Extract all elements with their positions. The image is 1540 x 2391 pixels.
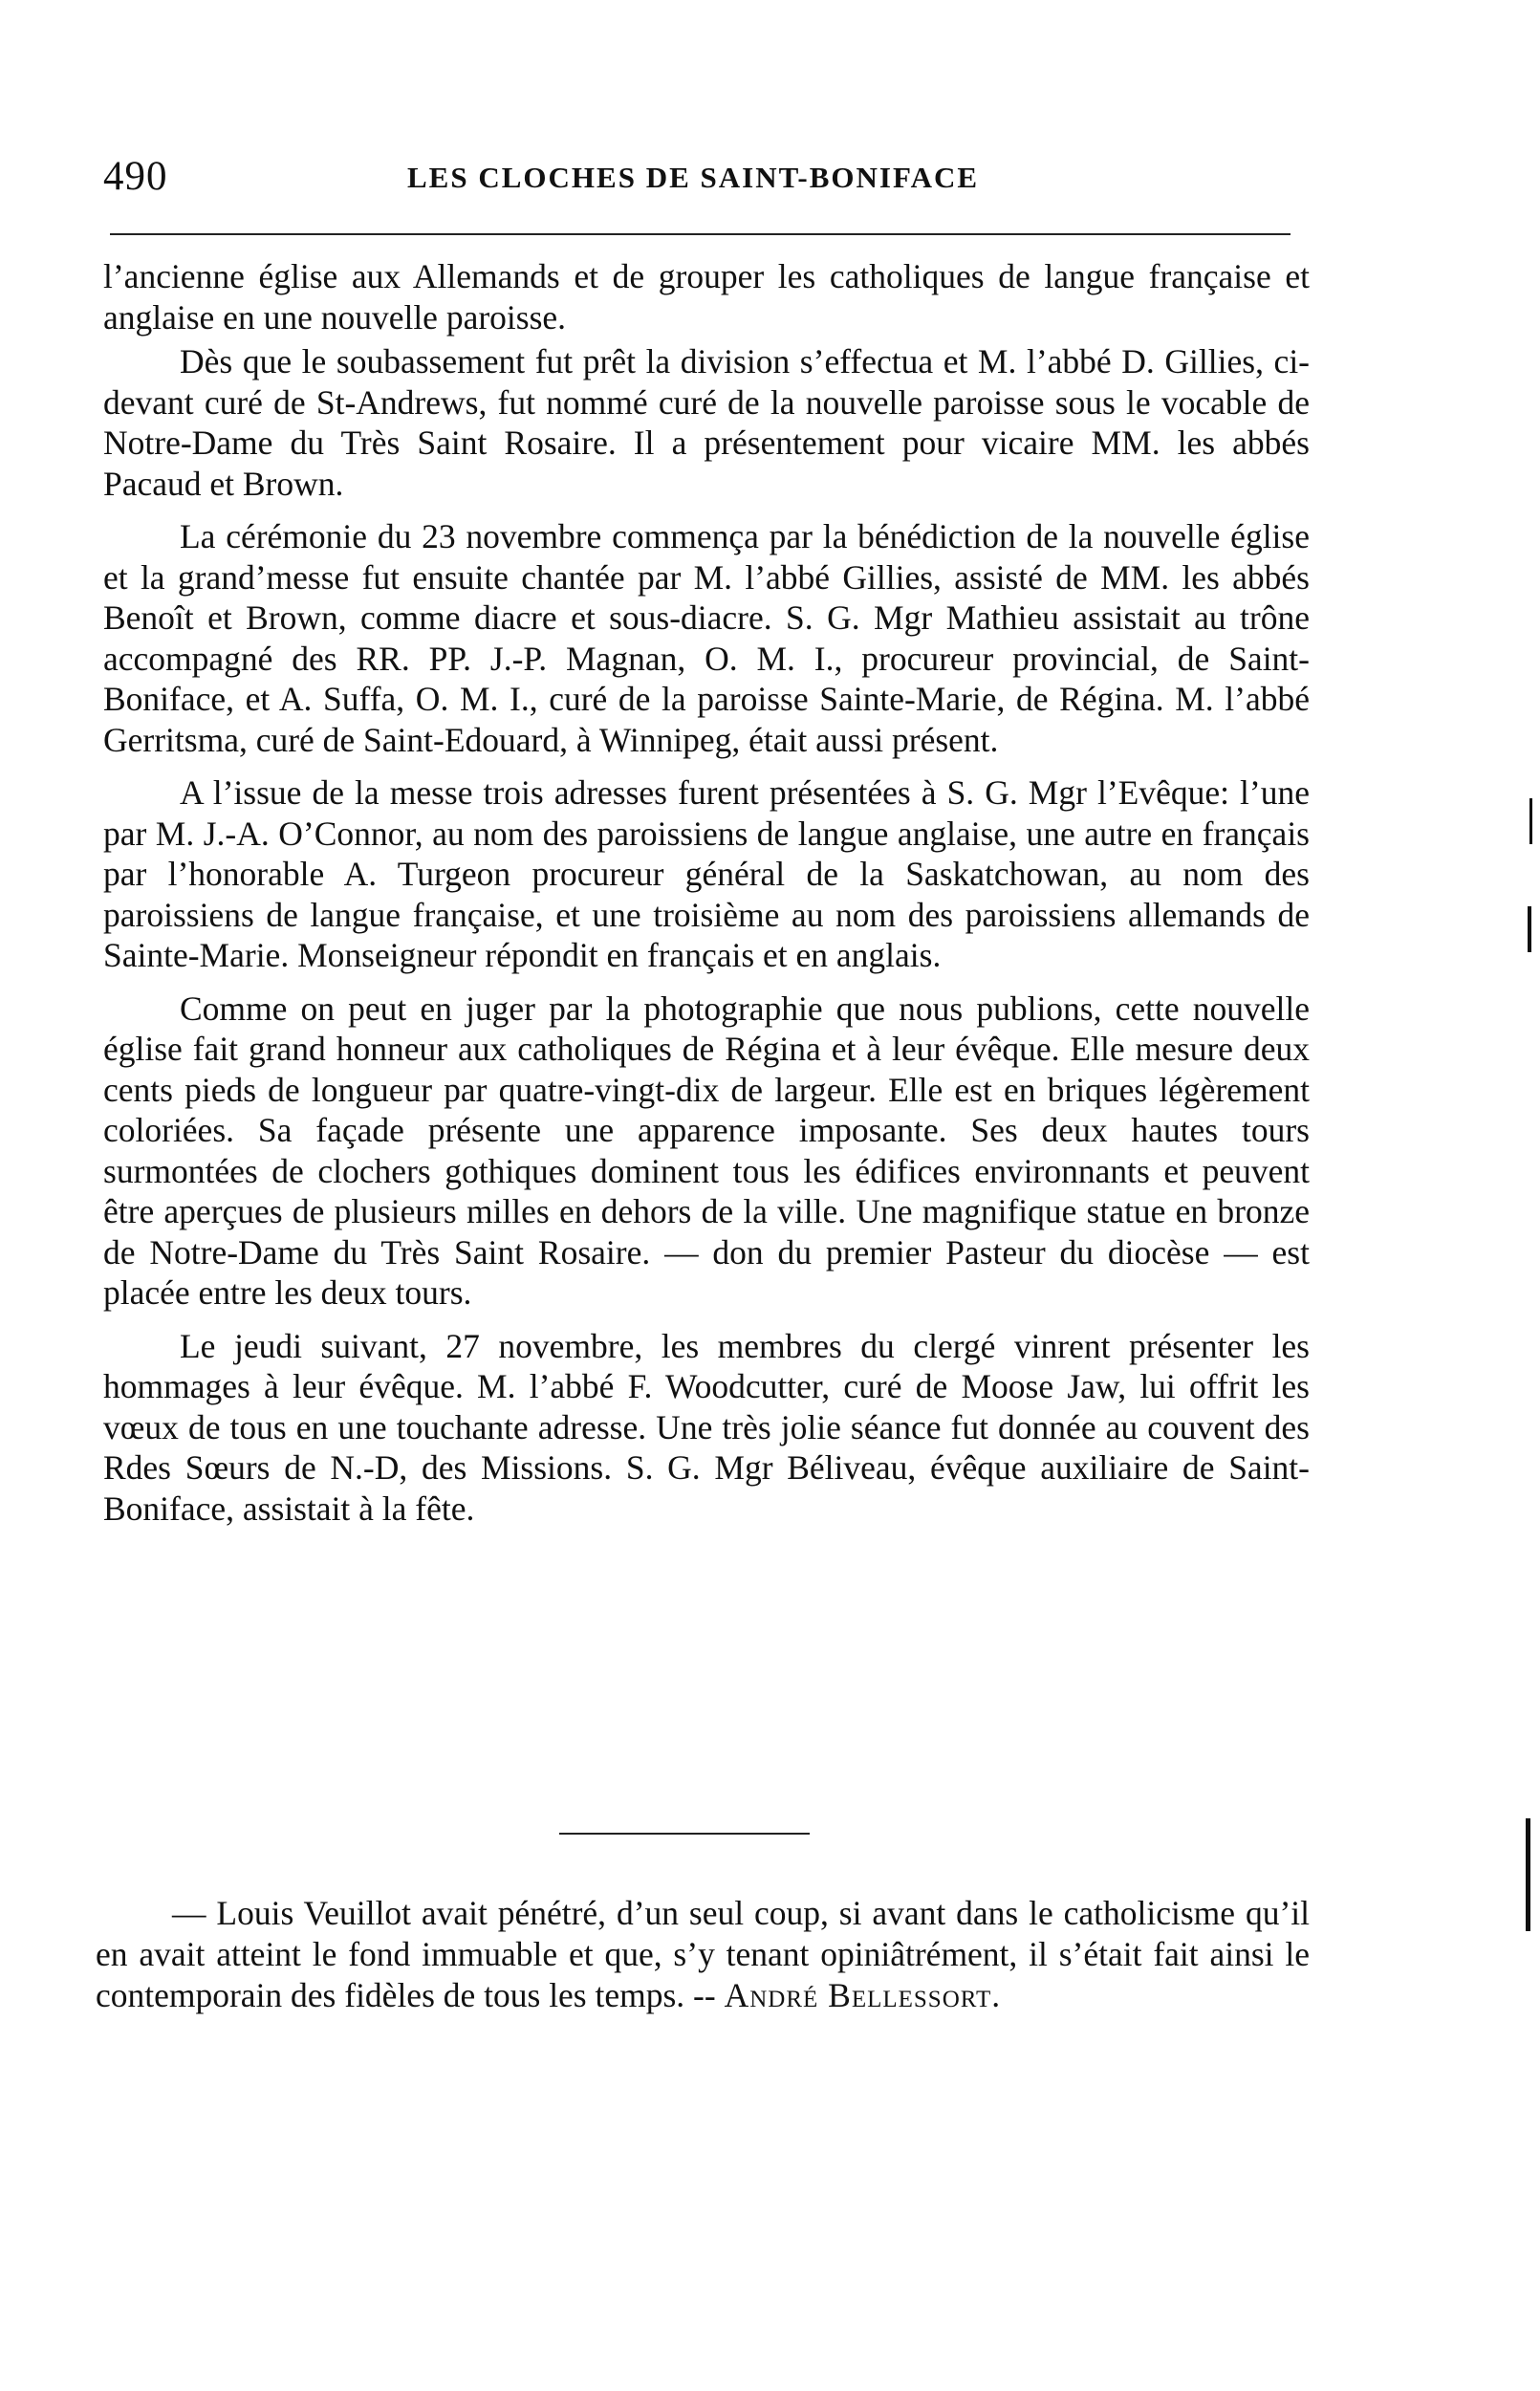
margin-scan-mark-bottom — [1526, 1818, 1530, 1931]
page-number: 490 — [103, 154, 168, 199]
page-header — [103, 153, 1308, 220]
paragraph-church-description: Comme on peut en juger par la photographie que nous publions, cette nouvelle église fait grand honneur aux catholiques de Régina et à leur évêque. Elle mesure deux cents pieds de longueur par quatre-vingt-dix de largeur. Elle est en briques légèrement coloriées. Sa façade présente une apparence imposante. Ses deux hautes tours surmontées de clochers gothiques dominent tous les édifices environnants et peuvent être aperçues de plusieurs milles en dehors de la ville. Une magnifique statue en bronze de Notre-Dame du Très Saint Rosaire. — don du premier Pasteur du diocèse — est placée entre les deux tours. — [103, 989, 1310, 1312]
section-divider — [559, 1833, 810, 1835]
quotation-paragraph — [96, 1893, 1310, 2016]
margin-scan-mark-top — [1529, 798, 1532, 844]
article-body — [103, 256, 1310, 1529]
paragraph-ceremony: La cérémonie du 23 novembre commença par la bénédiction de la nouvelle église et la grand’messe fut ensuite chantée par M. l’abbé Gillies, assisté de MM. les abbés Benoît et Brown, comme diacre et sous-diacre. S. G. Mgr Mathieu assistait au trône accompagné des RR. PP. J.-P. Magnan, O. M. I., procureur provincial, de Saint-Boniface, et A. Suffa, O. M. I., curé de la paroisse Sainte-Marie, de Régina. M. l’abbé Gerritsma, curé de Saint-Edouard, à Winnipeg, était aussi présent. — [103, 517, 1310, 759]
running-title: LES CLOCHES DE SAINT-BONIFACE — [407, 161, 980, 194]
quotation-author: André Bellessort. — [724, 1976, 1002, 2014]
margin-scan-mark-middle — [1528, 906, 1531, 952]
quotation-block — [96, 1893, 1310, 2016]
paragraph-continuation: l’ancienne église aux Allemands et de grouper les catholiques de langue française et anglaise en une nouvelle paroisse. — [103, 257, 1310, 337]
paragraph-subdivision: Dès que le soubassement fut prêt la division s’effectua et M. l’abbé D. Gillies, ci-devant curé de St-Andrews, fut nommé curé de la nouvelle paroisse sous le vocable de Notre-Dame du Très Saint Rosaire. Il a présentement pour vicaire MM. les abbés Pacaud et Brown. — [103, 342, 1310, 503]
paragraph-addresses: A l’issue de la messe trois adresses furent présentées à S. G. Mgr l’Evêque: l’une par M. J.-A. O’Connor, au nom des paroissiens de langue anglaise, une autre en français par l’honorable A. Turgeon procureur général de la Saskatchowan, au nom des paroissiens de langue française, et une troisième au nom des paroissiens allemands de Sainte-Marie. Monseigneur répondit en français et en anglais. — [103, 773, 1310, 974]
header-rule — [110, 233, 1291, 235]
quotation-text: — Louis Veuillot avait pénétré, d’un seul coup, si avant dans le catholicisme qu’il en avait atteint le fond immuable et que, s’y tenant opiniâtrément, il s’était fait ainsi le contemporain des fidèles de tous les temps. -- — [96, 1894, 1310, 2014]
paragraph-clergy-visit: Le jeudi suivant, 27 novembre, les membres du clergé vinrent présenter les hommages à leur évêque. M. l’abbé F. Woodcutter, curé de Moose Jaw, lui offrit les vœux de tous en une touchante adresse. Une très jolie séance fut donnée au couvent des Rdes Sœurs de N.-D, des Missions. S. G. Mgr Béliveau, évêque auxiliaire de Saint-Boniface, assistait à la fête. — [103, 1326, 1310, 1528]
